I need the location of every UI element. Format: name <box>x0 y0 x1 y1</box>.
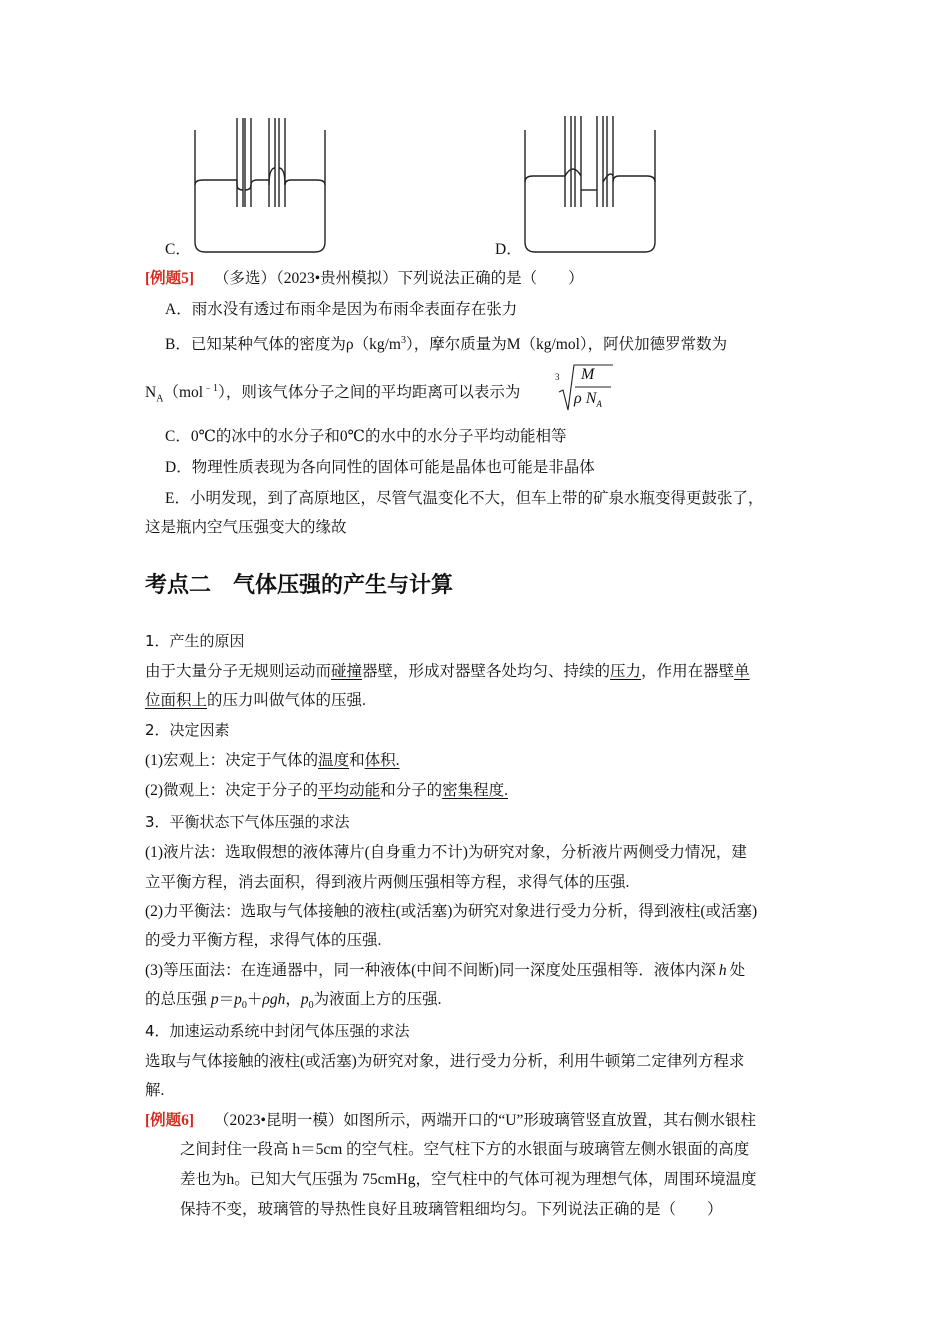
option-b-text2: ），摩尔质量为M（kg/mol），阿伏加德罗常数为 <box>405 336 728 354</box>
s3-text-d: 为液面上方的压强. <box>313 991 442 1008</box>
figure-d-label: D． <box>495 241 522 258</box>
n-symbol: N <box>585 390 597 407</box>
section-title: 考点二 气体压强的产生与计算 <box>145 573 454 598</box>
s2-text-a: (1)宏观上：决定于气体的 <box>145 752 319 769</box>
example-tag: [例题5] <box>145 270 195 287</box>
root-index: 3 <box>555 372 560 382</box>
option-b-text1: B．已知某种气体的密度为ρ（kg/m <box>165 336 401 354</box>
s2-line1 <box>145 750 414 772</box>
s3-line1: (1)液片法：选取假想的液体薄片(自身重力不计)为研究对象，分析液片两侧受力情况，建 <box>145 844 747 861</box>
na-sub: A <box>156 393 164 405</box>
subsection-4-title: 4．加速运动系统中封闭气体压强的求法 <box>145 1022 410 1040</box>
s2-underline-temp: 温度 <box>318 752 350 769</box>
figure-c <box>185 110 335 260</box>
s1-text-c: ，作用在器壁 <box>641 663 735 680</box>
s1-underline-unit: 单 <box>734 663 750 680</box>
formula-p0-b-sub: 0 <box>308 1000 314 1012</box>
example6-line3: 差也为h。已知大气压强为 75cmHg，空气柱中的气体可视为理想气体，周围环境温度 <box>180 1171 757 1188</box>
option-a: A．雨水没有透过布雨伞是因为布雨伞表面存在张力 <box>165 301 518 318</box>
option-d: D．物理性质表现为各向同性的固体可能是晶体也可能是非晶体 <box>165 459 595 476</box>
mol-text: （mol <box>163 384 204 402</box>
s1-text-b: 器壁，形成对器壁各处均匀、持续的 <box>362 663 611 680</box>
s2-underline-kinetic: 平均动能 <box>318 782 381 799</box>
frac-denominator <box>574 390 602 409</box>
formula-plus: ＋ <box>246 991 263 1008</box>
subsection-1-title: 1．产生的原因 <box>145 632 245 650</box>
formula-rgh: ρgh <box>262 991 286 1008</box>
formula-p: p <box>210 991 219 1008</box>
formula-eq: ＝ <box>218 991 235 1008</box>
option-b-sup: 3 <box>400 335 406 346</box>
option-b <box>165 330 727 356</box>
s4-line2: 解. <box>145 1082 165 1099</box>
figure-c-label: C． <box>165 241 191 258</box>
example6-text1: （2023•昆明一模）如图所示，两端开口的“U”形玻璃管竖直放置，其右侧水银柱 <box>213 1112 756 1129</box>
example6-line2: 之间封住一段高 h＝5cm 的空气柱。空气柱下方的水银面与玻璃管左侧水银面的高度 <box>180 1141 750 1158</box>
s3-line5 <box>145 960 745 982</box>
cube-root-formula <box>555 362 615 414</box>
s2-text-b: 和 <box>349 752 365 769</box>
n-sub: A <box>596 399 602 410</box>
s4-line1: 选取与气体接触的液柱(或活塞)为研究对象，进行受力分析，利用牛顿第二定律列方程求 <box>145 1053 745 1070</box>
option-e-line2: 这是瓶内空气压强变大的缘故 <box>145 519 347 536</box>
s1-underline-collision: 碰撞 <box>331 663 363 680</box>
s2-text-d: 和分子的 <box>380 782 443 799</box>
s3-line3: (2)力平衡法：选取与气体接触的液柱(或活塞)为研究对象进行受力分析，得到液柱(或活塞) <box>145 903 758 920</box>
s3-text-a: (3)等压面法：在连通器中，同一种液体(中间不间断)同一深度处压强相等．液体内深 <box>145 962 716 979</box>
mol-sup: ﹣1 <box>203 383 219 394</box>
option-c: C．0℃的冰中的水分子和0℃的水中的水分子平均动能相等 <box>165 428 567 445</box>
option-b-rest: ），则该气体分子之间的平均距离可以表示为 <box>218 384 521 402</box>
formula-p0-b: p <box>300 991 309 1008</box>
example6-line1 <box>145 1110 756 1132</box>
s1-line2 <box>145 690 366 712</box>
option-e-line1: E．小明发现，到了高原地区，尽管气温变化不大，但车上带的矿泉水瓶变得更鼓张了， <box>165 490 764 507</box>
rho: ρ <box>574 390 582 407</box>
option-b-line2 <box>145 378 520 410</box>
subsection-3-title: 3．平衡状态下气体压强的求法 <box>145 813 350 831</box>
s1-text-a: 由于大量分子无规则运动而 <box>145 663 332 680</box>
figure-d <box>515 110 665 260</box>
s2-text-c: (2)微观上：决定于分子的 <box>145 782 319 799</box>
example6-tag: [例题6] <box>145 1112 195 1129</box>
formula-p0: p <box>234 991 242 1008</box>
formula-p0-sub: 0 <box>241 1000 247 1012</box>
s3-line4: 的受力平衡方程，求得气体的压强. <box>145 932 382 949</box>
example6-line4: 保持不变，玻璃管的导热性良好且玻璃管粗细均匀。下列说法正确的是（ ） <box>180 1201 723 1218</box>
s2-underline-volume: 体积. <box>364 752 400 769</box>
na-symbol: N <box>145 384 157 402</box>
s1-line1 <box>145 661 750 683</box>
s1-underline-area: 位面积上 <box>145 692 208 709</box>
s3-h-symbol: h <box>718 962 727 979</box>
s2-underline-density: 密集程度. <box>442 782 508 799</box>
s1-text-d: 的压力叫做气体的压强. <box>207 692 366 709</box>
s3-text-b: 处 <box>729 962 746 979</box>
s3-text-c: 的总压强 <box>145 991 208 1008</box>
s2-line2 <box>145 780 520 802</box>
frac-numerator: M <box>581 366 595 383</box>
subsection-2-title: 2．决定因素 <box>145 721 230 739</box>
example5-heading <box>145 268 584 290</box>
s3-line2: 立平衡方程，消去面积，得到液片两侧压强相等方程，求得气体的压强. <box>145 874 630 891</box>
formula-comma: ， <box>285 991 301 1008</box>
example5-intro: （多选）（2023•贵州模拟）下列说法正确的是（ ） <box>213 270 584 287</box>
s3-line6 <box>145 989 442 1017</box>
s1-underline-pressure: 压力 <box>610 663 642 680</box>
